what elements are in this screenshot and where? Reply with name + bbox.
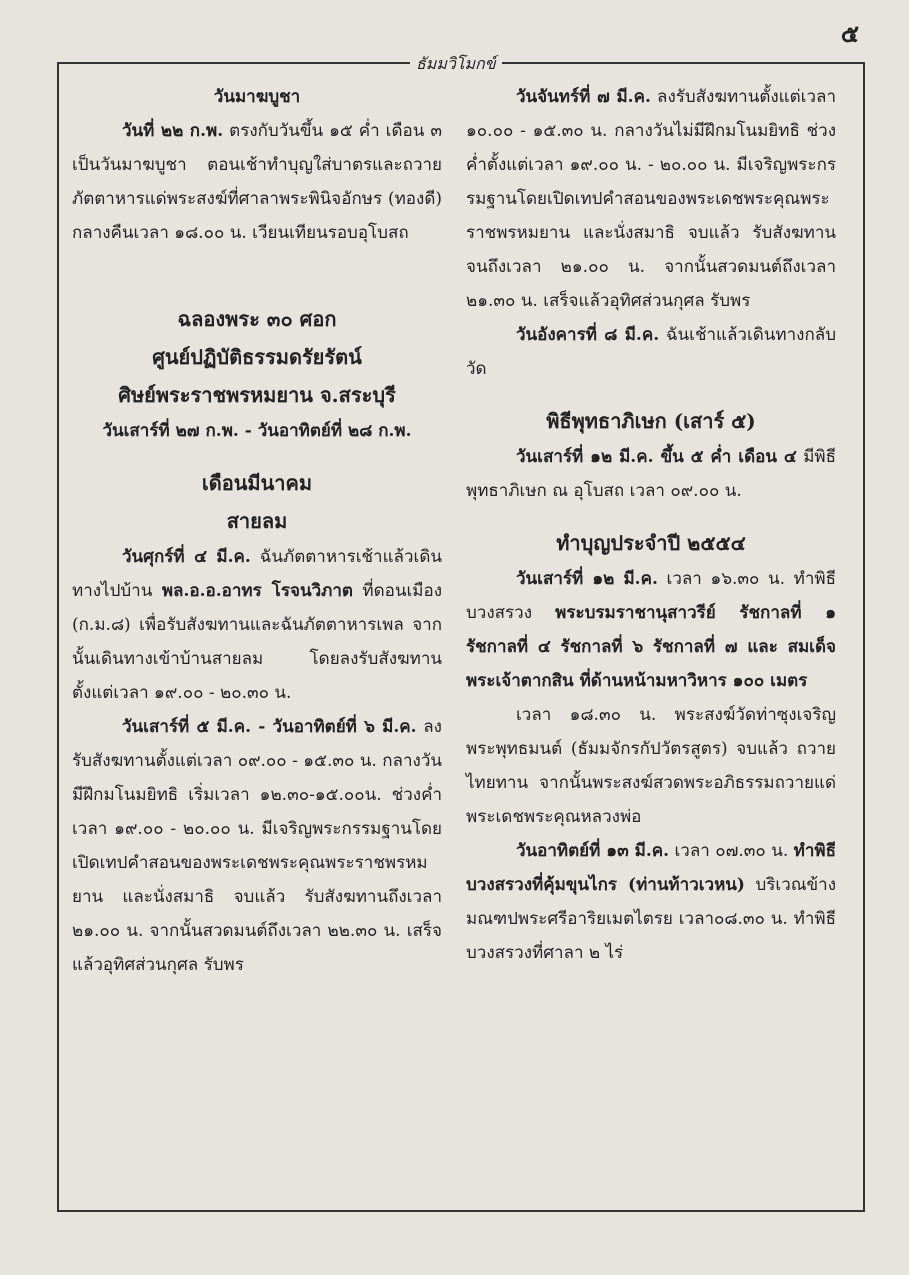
month-heading: เดือนมีนาคม: [201, 471, 313, 495]
left-column: [72, 80, 442, 982]
page-number: ๕: [840, 19, 859, 48]
section-title: ศูนย์ปฏิบัติธรรมดรัยรัตน์: [152, 345, 362, 369]
paragraph: วันอังคารที่ ๘ มี.ค. ฉันเช้าแล้วเดินทางกลับวัด: [466, 325, 836, 379]
paragraph: วันเสาร์ที่ ๑๒ มี.ค. เวลา ๑๖.๓๐ น. ทำพิธีบวงสรวง พระบรมราชานุสาวรีย์ รัชกาลที่ ๑ รัชกาลที่ ๔ รัชกาลที่ ๖ รัชกาลที่ ๗ และ สมเด็จพระเจ้าตากสิน ที่ด้านหน้ามหาวิหาร ๑๐๐ เมตร: [466, 569, 836, 691]
event-dates: วันเสาร์ที่ ๒๗ ก.พ. - วันอาทิตย์ที่ ๒๘ ก.พ.: [102, 421, 412, 441]
paragraph: เวลา ๑๘.๓๐ น. พระสงฆ์วัดท่าซุงเจริญพระพุทธมนต์ (ธัมมจักรกัปวัตรสูตร) จบแล้ว ถวายไทยทาน จากนั้นพระสงฆ์สวดพระอภิธรรมถวายแด่พระเดชพระคุณหลวงพ่อ: [466, 705, 836, 827]
paragraph: วันเสาร์ที่ ๑๒ มี.ค. ขึ้น ๕ ค่ำ เดือน ๔ มีพิธีพุทธาภิเษก ณ อุโบสถ เวลา ๐๙.๐๐ น.: [466, 447, 836, 501]
section-title: ทำบุญประจำปี ๒๕๕๔: [556, 531, 746, 555]
paragraph: วันศุกร์ที่ ๔ มี.ค. ฉันภัตตาหารเช้าแล้วเดินทางไปบ้าน พล.อ.อ.อาทร โรจนวิภาต ที่ดอนเมือง (ก.ม.๘) เพื่อรับสังฆทานและฉันภัตตาหารเพล จากนั้นเดินทางเข้าบ้านสายลม โดยลงรับสังฆทาน ตั้งแต่เวลา ๑๙.๐๐ - ๒๐.๓๐ น.: [72, 547, 443, 703]
paragraph: วันที่ ๒๒ ก.พ. ตรงกับวันขึ้น ๑๕ ค่ำ เดือน ๓ เป็นวันมาฆบูชา ตอนเช้าทำบุญใส่บาตรและถวายภัตตาหารแด่พระสงฆ์ที่ศาลาพระพินิจอักษร (ทองดี) กลางคืนเวลา ๑๘.๐๐ น. เวียนเทียนรอบอุโบสถ: [72, 121, 442, 243]
section-title: ฉลองพระ ๓๐ ศอก: [177, 307, 337, 331]
paragraph: วันเสาร์ที่ ๕ มี.ค. - วันอาทิตย์ที่ ๖ มี.ค. ลงรับสังฆทานตั้งแต่เวลา ๐๙.๐๐ - ๑๕.๓๐ น. กลางวันมีฝึกมโนมยิทธิ เริ่มเวลา ๑๒.๓๐-๑๕.๐๐น. ช่วงค่ำ เวลา ๑๙.๐๐ - ๒๐.๐๐ น. มีเจริญพระกรรมฐานโดยเปิดเทปคำสอนของพระเดชพระคุณพระราชพรหมยาน และนั่งสมาธิ จบแล้ว รับสังฆทานถึงเวลา ๒๑.๐๐ น. จากนั้นสวดมนต์ถึงเวลา ๒๒.๓๐ น. เสร็จแล้วอุทิศส่วนกุศล รับพร: [72, 717, 442, 975]
right-column: [466, 80, 836, 970]
section-title: พิธีพุทธาภิเษก (เสาร์ ๕): [546, 409, 756, 433]
paragraph: วันจันทร์ที่ ๗ มี.ค. ลงรับสังฆทานตั้งแต่เวลา ๑๐.๐๐ - ๑๕.๓๐ น. กลางวันไม่มีฝึกมโนมยิทธิ ช่วงค่ำตั้งแต่เวลา ๑๙.๐๐ น. - ๒๐.๐๐ น. มีเจริญพระกรรมฐานโดยเปิดเทปคำสอนของพระเดชพระคุณพระราชพรหมยาน และนั่งสมาธิ จบแล้ว รับสังฆทานจนถึงเวลา ๒๑.๐๐ น. จากนั้นสวดมนต์ถึงเวลา ๒๑.๓๐ น. เสร็จแล้วอุทิศส่วนกุศล รับพร: [466, 87, 836, 311]
section-title: วันมาฆบูชา: [213, 87, 301, 107]
section-title: ศิษย์พระราชพรหมยาน จ.สระบุรี: [118, 383, 396, 407]
masthead: ธัมมวิโมกข์: [410, 52, 502, 77]
location-heading: สายลม: [226, 509, 288, 533]
paragraph: วันอาทิตย์ที่ ๑๓ มี.ค. เวลา ๐๗.๓๐ น. ทำพิธีบวงสรวงที่คุ้มขุนไกร (ท่านท้าวเวหน) บริเวณข้างมณฑปพระศรีอาริยเมตไตรย เวลา๐๘.๓๐ น. ทำพิธีบวงสรวงที่ศาลา ๒ ไร่: [466, 841, 836, 963]
